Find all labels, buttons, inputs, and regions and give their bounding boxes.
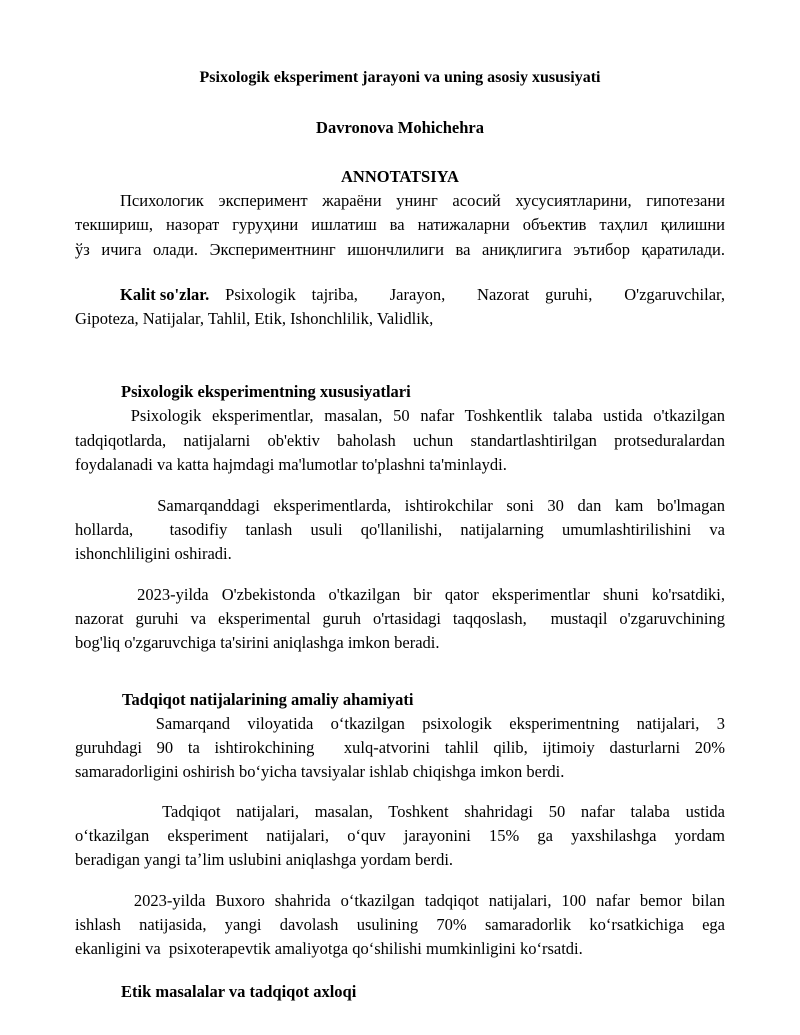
author-name: Davronova Mohichehra <box>316 118 484 137</box>
paragraph-line: ishlash natijasida, yangi davolash usulining 70% samaradorlik koʻrsatkichiga ega <box>75 915 725 934</box>
paragraph-line: 2023-yilda O'zbekistonda o'tkazilgan bir qator eksperimentlar shuni ko'rsatdiki, <box>124 585 725 604</box>
paragraph-line: Samarqand viloyatida oʻtkazilgan psixologik eksperimentning natijalari, 3 <box>121 714 725 733</box>
keywords-label: Kalit so'zlar. <box>120 285 210 304</box>
keywords-line: Gipoteza, Natijalar, Tahlil, Etik, Ishonchlilik, Validlik, <box>75 309 434 328</box>
annotation-line: ўз ичига олади. Экспериментнинг ишончлилиги ва аниқлигига эътибор қаратилади. <box>75 240 725 259</box>
annotation-line: Психологик эксперимент жараёни унинг асосий хусусиятларини, гипотезани <box>120 191 725 210</box>
section-heading: Tadqiqot natijalarining amaliy ahamiyati <box>122 690 414 709</box>
paragraph-line: oʻtkazilgan eksperiment natijalari, oʻquv jarayonini 15% ga yaxshilashga yordam <box>75 826 725 845</box>
section-heading: Psixologik eksperimentning xususiyatlari <box>121 382 411 401</box>
paragraph-line: guruhdagi 90 ta ishtirokchining xulq-atvorini tahlil qilib, ijtimoiy dasturlarni 20% <box>75 738 725 757</box>
paragraph-line: tadqiqotlarda, natijalarni ob'ektiv baholash uchun standartlashtirilgan protseduralardan <box>75 431 725 450</box>
paragraph-line: beradigan yangi taʼlim uslubini aniqlashga yordam berdi. <box>75 850 454 869</box>
paragraph-line: bog'liq o'zgaruvchiga ta'sirini aniqlashga imkon beradi. <box>75 633 440 652</box>
paragraph-line: nazorat guruhi va eksperimental guruh o'rtasidagi taqqoslash, mustaqil o'zgaruvchining <box>75 609 725 628</box>
keywords-line <box>120 283 725 307</box>
annotation-line: текшириш, назорат гуруҳини ишлатиш ва натижаларни объектив таҳлил қилишни <box>75 215 725 234</box>
annotation-heading: ANNOTATSIYA <box>341 167 459 186</box>
paragraph-line: 2023-yilda Buxoro shahrida oʻtkazilgan tadqiqot natijalari, 100 nafar bemor bilan <box>124 891 725 910</box>
section-heading: Etik masalalar va tadqiqot axloqi <box>121 982 357 1001</box>
paragraph-line: samaradorligini oshirish boʻyicha tavsiyalar ishlab chiqishga imkon berdi. <box>75 762 565 781</box>
paragraph-line: hollarda, tasodifiy tanlash usuli qo'llanilishi, natijalarning umumlashtirilishini va <box>75 520 725 539</box>
paragraph-line: Psixologik eksperimentlar, masalan, 50 nafar Toshkentlik talaba ustida o'tkazilgan <box>120 406 725 425</box>
paragraph-line: foydalanadi va katta hajmdagi ma'lumotlar to'plashni ta'minlaydi. <box>75 455 507 474</box>
paragraph-line: Tadqiqot natijalari, masalan, Toshkent shahridagi 50 nafar talaba ustida <box>131 802 725 821</box>
paragraph-line: Samarqanddagi eksperimentlarda, ishtirokchilar soni 30 dan kam bo'lmagan <box>130 496 725 515</box>
paragraph-line: ishonchliligini oshiradi. <box>75 544 232 563</box>
paragraph-line: ekanligini va psixoterapevtik amaliyotga qoʻshilishi mumkinligini koʻrsatdi. <box>75 939 583 958</box>
keywords-text: Psixologik tajriba, Jarayon, Nazorat guruhi, O'zgaruvchilar, <box>209 285 725 304</box>
document-title: Psixologik eksperiment jarayoni va uning asosiy xususiyati <box>199 69 601 86</box>
